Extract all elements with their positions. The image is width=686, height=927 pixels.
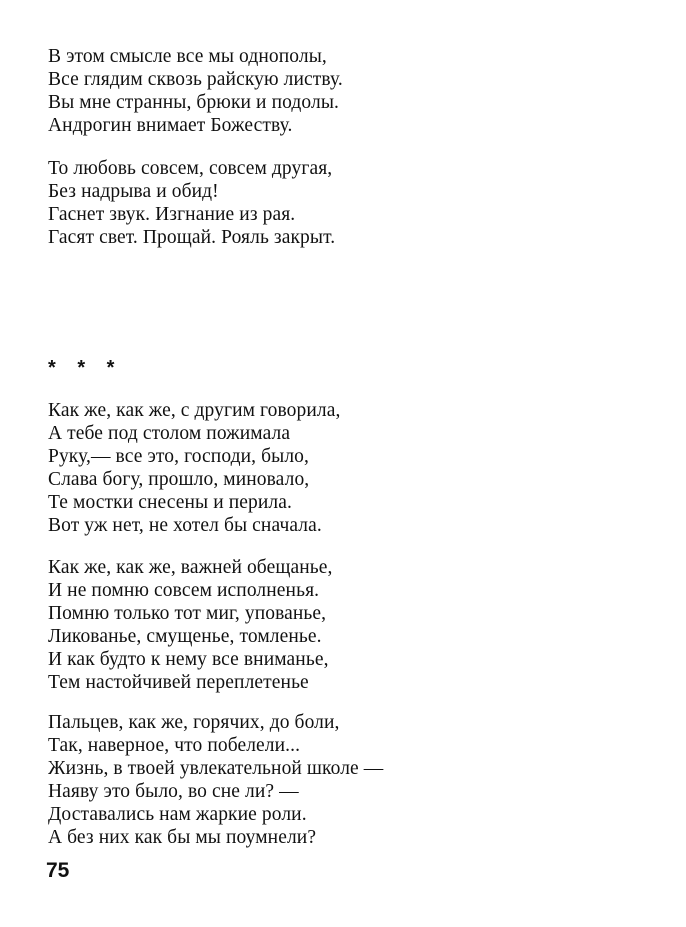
poem-line: В этом смысле все мы однополы,	[48, 46, 327, 67]
poem-line: Гасят свет. Прощай. Рояль закрыт.	[48, 227, 336, 248]
poem-line: Жизнь, в твоей увлекательной школе —	[48, 758, 384, 779]
stanza-2	[48, 157, 335, 249]
poem-separator: * * *	[48, 357, 123, 379]
poem-line: Наяву это было, во сне ли? —	[48, 781, 299, 802]
poem-line: Вот уж нет, не хотел бы сначала.	[48, 515, 322, 536]
poem-line: Руку,— все это, господи, было,	[48, 446, 310, 467]
poem-line: Так, наверное, что побелели...	[48, 735, 301, 756]
poem-line: Пальцев, как же, горячих, до боли,	[48, 712, 340, 733]
poem-line: Ликованье, смущенье, томленье.	[48, 626, 322, 647]
stanza-1	[48, 45, 343, 137]
poem-line: Андрогин внимает Божеству.	[48, 115, 293, 136]
poem-line: Все глядим сквозь райскую листву.	[48, 69, 343, 90]
poem-line: Те мостки снесены и перила.	[48, 492, 292, 513]
poem-line: Помню только тот миг, упованье,	[48, 603, 327, 624]
poem-line: И как будто к нему все вниманье,	[48, 649, 329, 670]
poem-line: А тебе под столом пожимала	[48, 423, 291, 444]
page-number: 75	[46, 859, 70, 882]
poem-line: Как же, как же, с другим говорила,	[48, 400, 341, 421]
poem-line: Доставались нам жаркие роли.	[48, 804, 307, 825]
stanza-4	[48, 556, 332, 694]
poem-line: Слава богу, прошло, миновало,	[48, 469, 310, 490]
poem-line: Как же, как же, важней обещанье,	[48, 557, 333, 578]
poem-line: То любовь совсем, совсем другая,	[48, 158, 333, 179]
poem-line: Гаснет звук. Изгнание из рая.	[48, 204, 296, 225]
poem-line: Без надрыва и обид!	[48, 181, 219, 202]
poem-line: И не помню совсем исполненья.	[48, 580, 320, 601]
stanza-5	[48, 711, 383, 849]
poem-line: Вы мне странны, брюки и подолы.	[48, 92, 340, 113]
poem-line: Тем настойчивей переплетенье	[48, 672, 309, 693]
stanza-3	[48, 399, 340, 537]
poem-line: А без них как бы мы поумнели?	[48, 827, 317, 848]
